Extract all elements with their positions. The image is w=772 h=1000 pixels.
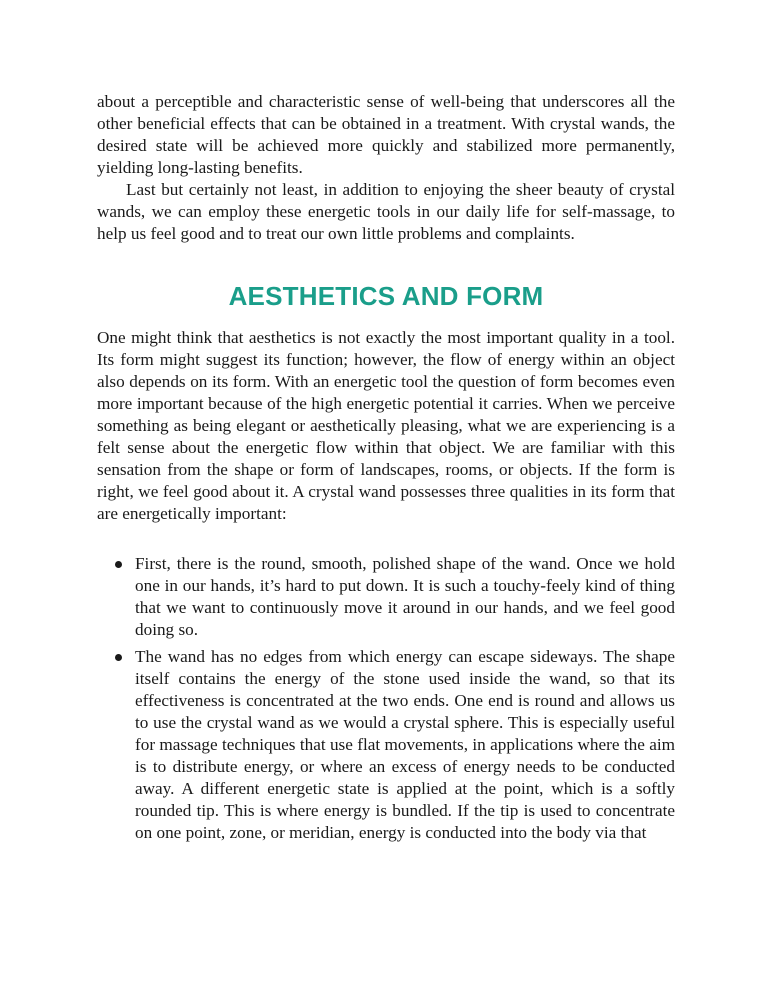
section-intro-paragraph: One might think that aesthetics is not exactly the most important quality in a tool. Its form might suggest its function; however, the flow of energy within an object also depends on its form. With an energetic tool the question of form becomes even more important because of the high energetic potential it carries. When we perceive something as being elegant or aesthetically pleasing, what we are experiencing is a felt sense about the energetic flow within that object. We are familiar with this sensation from the shape or form of landscapes, rooms, or objects. If the form is right, we feel good about it. A crystal wand possesses three qualities in its form that are energetically important: — [97, 328, 675, 523]
list-item-text: The wand has no edges from which energy can escape sideways. The shape itself contains the energy of the stone used inside the wand, so that its effectiveness is concentrated at the two ends. One end is round and allows us to use the crystal wand as we would a crystal sphere. This is especially useful for massage techniques that use flat movements, in applications where the aim is to distribute energy, or where an excess of energy needs to be conducted away. A different energetic state is applied at the point, which is a softly rounded tip. This is where energy is bundled. If the tip is used to concentrate on one point, zone, or meridian, energy is conducted into the body via that — [135, 647, 675, 842]
bullet-icon — [115, 654, 122, 661]
page-body — [97, 91, 675, 849]
qualities-list — [97, 553, 675, 844]
list-item — [97, 553, 675, 641]
list-item-text: First, there is the round, smooth, polished shape of the wand. Once we hold one in our hands, it’s hard to put down. It is such a touchy-feely kind of thing that we want to continuously move it around in our hands, and we feel good doing so. — [135, 554, 675, 639]
paragraph-crystal-wands-daily-use: Last but certainly not least, in addition to enjoying the sheer beauty of crystal wands, we can employ these energetic tools in our daily life for self-massage, to help us feel good and to treat our own little problems and complaints. — [97, 180, 675, 243]
list-item — [97, 646, 675, 844]
section-heading: AESTHETICS AND FORM — [228, 281, 544, 311]
paragraph-continuation: about a perceptible and characteristic sense of well-being that underscores all the other beneficial effects that can be obtained in a treatment. With crystal wands, the desired state will be achieved more quickly and stabilized more permanently, yielding long-lasting benefits. — [97, 92, 675, 177]
bullet-icon — [115, 561, 122, 568]
